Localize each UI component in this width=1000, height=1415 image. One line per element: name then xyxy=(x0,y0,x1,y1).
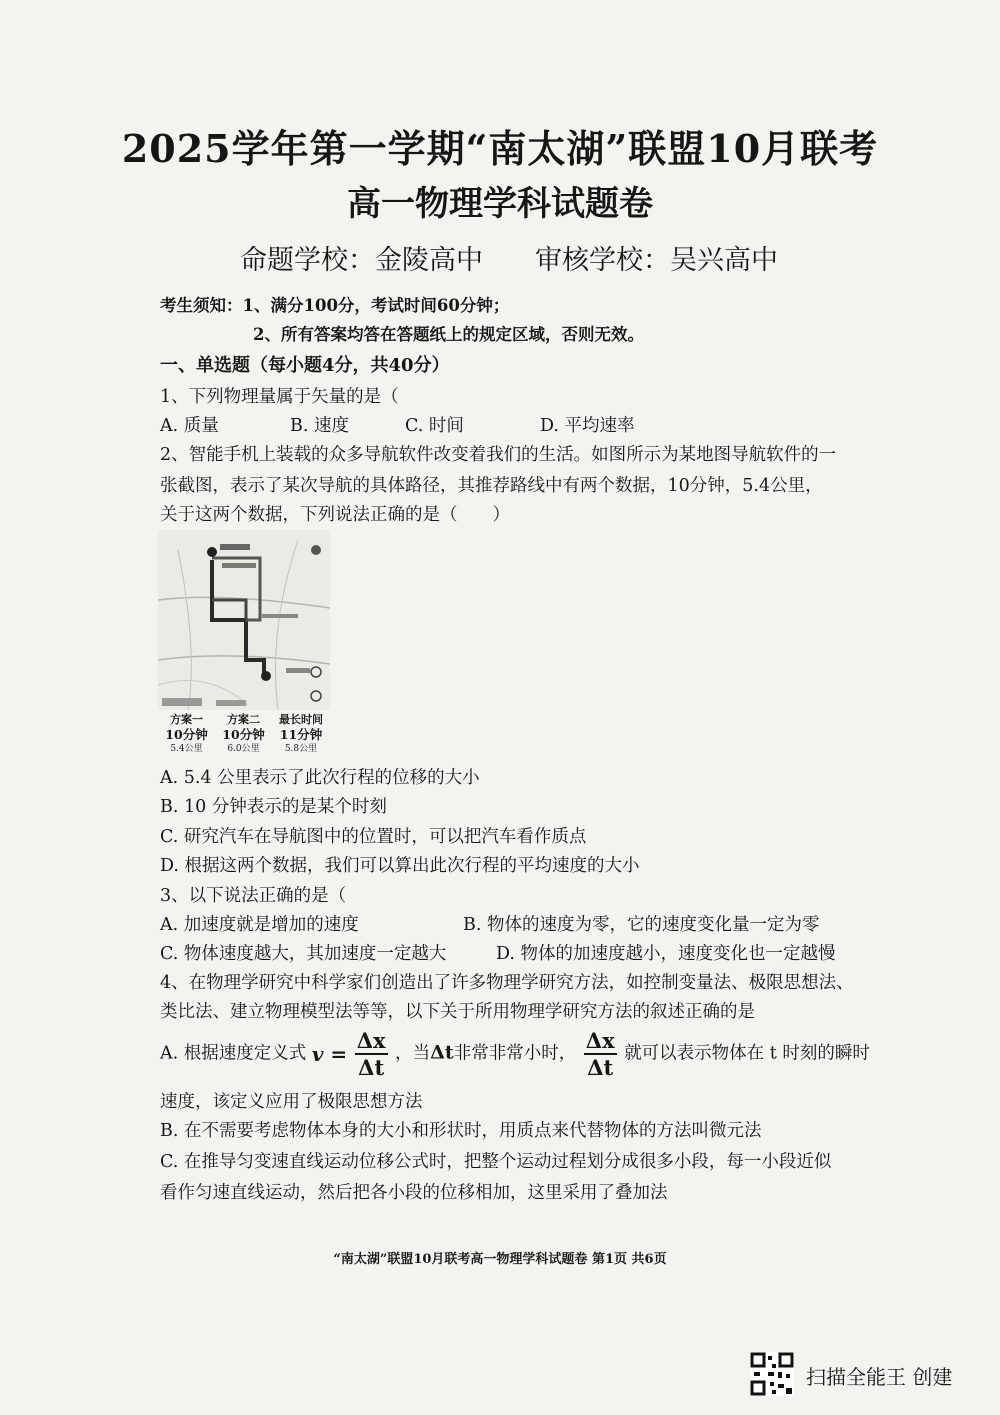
q3-option-c: C. 物体速度越大，其加速度一定越大 xyxy=(160,944,447,964)
navigation-map-figure xyxy=(158,530,330,755)
q4-stem-line-2: 类比法、建立物理模型法等等，以下关于所用物理学研究方法的叙述正确的是 xyxy=(160,1002,755,1022)
q4-option-a-line-2: 速度，该定义应用了极限思想方法 xyxy=(160,1092,423,1112)
fraction-numerator: Δx xyxy=(585,1028,615,1053)
delta-x-over-delta-t xyxy=(355,1030,388,1078)
delta-x-over-delta-t xyxy=(584,1030,617,1078)
route-distance: 5.8公里 xyxy=(284,744,318,754)
q3-option-b: B. 物体的速度为零，它的速度变化量一定为零 xyxy=(463,915,820,935)
route-option-3 xyxy=(272,712,330,757)
notice-line-1: 考生须知：1、满分100分，考试时间60分钟； xyxy=(160,296,510,315)
fraction-denominator: Δt xyxy=(587,1055,614,1080)
q2-stem-line-3: 关于这两个数据，下列说法正确的是（ ） xyxy=(160,505,510,525)
q2-stem-line-1: 2、智能手机上装载的众多导航软件改变着我们的生活。如图所示为某地图导航软件的一 xyxy=(160,445,837,465)
route-option-2 xyxy=(215,712,272,757)
route-time: 10分钟 xyxy=(222,727,265,742)
q2-stem-line-2: 张截图，表示了某次导航的具体路径，其推荐路线中有两个数据，10分钟，5.4公里， xyxy=(160,476,823,496)
q1-stem: 1、下列物理量属于矢量的是（ xyxy=(160,387,399,407)
q1-option-b: B. 速度 xyxy=(290,416,349,436)
q2-option-b: B. 10 分钟表示的是某个时刻 xyxy=(160,797,387,817)
route-option-1 xyxy=(158,712,215,757)
q1-options xyxy=(160,412,635,437)
q2-option-a: A. 5.4 公里表示了此次行程的位移的大小 xyxy=(160,768,480,788)
q4-option-c-line-1: C. 在推导匀变速直线运动位移公式时，把整个运动过程划分成很多小段，每一小段近似 xyxy=(160,1152,832,1172)
q2-option-d: D. 根据这两个数据，我们可以算出此次行程的平均速度的大小 xyxy=(160,856,640,876)
q4-option-b: B. 在不需要考虑物体本身的大小和形状时，用质点来代替物体的方法叫微元法 xyxy=(160,1121,762,1141)
q3-option-d: D. 物体的加速度越小，速度变化也一定越慢 xyxy=(496,944,836,964)
route-label: 方案二 xyxy=(227,713,260,726)
fraction-numerator: Δx xyxy=(356,1028,386,1053)
section-heading: 一、单选题（每小题4分，共40分） xyxy=(160,355,450,376)
scanner-watermark: 扫描全能王 创建 xyxy=(806,1365,953,1389)
route-time: 10分钟 xyxy=(165,727,208,742)
q3-option-a: A. 加速度就是增加的速度 xyxy=(160,915,359,935)
q1-option-a: A. 质量 xyxy=(160,416,219,436)
q4-option-a-line-1 xyxy=(160,1030,870,1078)
exam-title: 2025学年第一学期“南太湖”联盟10月联考 xyxy=(121,126,879,171)
q1-option-c: C. 时间 xyxy=(405,416,464,436)
fraction-denominator: Δt xyxy=(358,1055,385,1080)
q3-stem: 3、以下说法正确的是（ xyxy=(160,886,347,906)
setter-school: 命题学校：金陵高中 xyxy=(240,245,483,276)
q4-stem-line-1: 4、在物理学研究中科学家们创造出了许多物理学研究方法，如控制变量法、极限思想法、 xyxy=(160,973,854,993)
q1-option-d: D. 平均速率 xyxy=(540,416,635,436)
exam-subtitle: 高一物理学科试题卷 xyxy=(347,184,653,224)
q4-option-c-line-2: 看作匀速直线运动，然后把各小段的位移相加，这里采用了叠加法 xyxy=(160,1183,668,1203)
velocity-symbol: v = xyxy=(311,1042,348,1066)
q2-option-c: C. 研究汽车在导航图中的位置时，可以把汽车看作质点 xyxy=(160,827,587,847)
route-time: 11分钟 xyxy=(279,727,323,742)
delta-t-symbol: Δt xyxy=(430,1041,454,1064)
route-label: 最长时间 xyxy=(279,713,323,726)
q4-option-a-text: 非常非常小时， xyxy=(453,1043,577,1064)
q4-option-a-text: A. 根据速度定义式 xyxy=(160,1043,307,1064)
qr-code-icon xyxy=(750,1352,794,1396)
route-label: 方案一 xyxy=(170,713,203,726)
q4-option-a-text: 就可以表示物体在 t 时刻的瞬时 xyxy=(624,1043,870,1064)
route-distance: 6.0公里 xyxy=(227,744,260,754)
school-info xyxy=(240,238,778,277)
review-school: 审核学校：吴兴高中 xyxy=(535,245,778,276)
notice-line-2: 2、所有答案均答在答题纸上的规定区域，否则无效。 xyxy=(253,325,644,344)
q4-option-a-text: ，当 xyxy=(395,1043,431,1064)
page-footer: “南太湖”联盟10月联考高一物理学科试题卷 第1页 共6页 xyxy=(333,1252,667,1267)
route-distance: 5.4公里 xyxy=(170,744,203,754)
